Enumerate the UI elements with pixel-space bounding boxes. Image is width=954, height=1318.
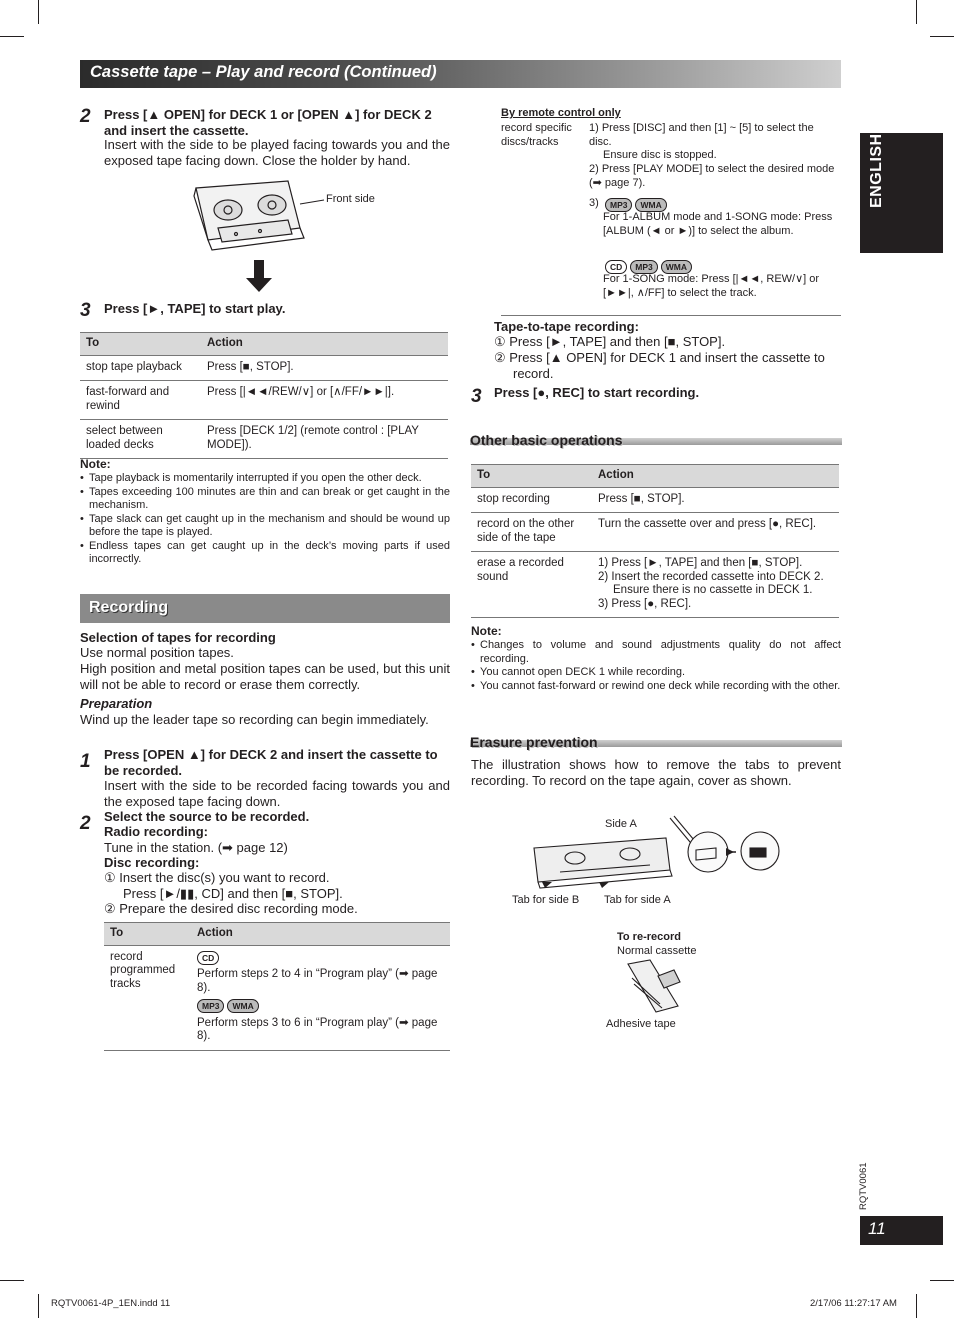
text: The illustration shows how to remove the tabs to prevent recording. To record on the tape again, cover as shown. [471, 757, 841, 788]
table-row: record on the other side of the tape Turn the cassette over and press [●, REC]. [471, 513, 839, 552]
remote-title: By remote control only [501, 107, 621, 119]
side-code: RQTV0061 [858, 1162, 869, 1210]
text: Wind up the leader tape so recording can begin immediately. [80, 712, 429, 727]
step-title: Press [►, TAPE] to start play. [104, 301, 286, 316]
step-title: Press [OPEN ▲] for DECK 2 and insert the cassette to be recorded. [104, 747, 438, 778]
table-row: stop recording Press [■, STOP]. [471, 487, 839, 513]
text: 3) [589, 197, 599, 209]
crop-mark [916, 1294, 917, 1318]
table-row: erase a recorded sound 1) Press [►, TAPE] and then [■, STOP]. 2) Insert the recorded cassette into DECK 2. Ensure there is no cassette in DECK 1. 3) Press [●, REC]. [471, 552, 839, 618]
crop-mark [0, 36, 24, 37]
tab-a-label: Tab for side A [604, 894, 671, 906]
list-item: • Tapes exceeding 100 minutes are thin and can break or get caught in the mechanism. [80, 486, 450, 513]
step-number: 3 [80, 300, 91, 321]
page-number-tab [860, 1216, 943, 1245]
table-row: select between loaded decks Press [DECK 1/2] (remote control : [PLAY MODE]). [80, 420, 448, 459]
note-title: Note: [471, 624, 502, 638]
step-number: 1 [80, 751, 91, 772]
mp3-badge: MP3 [630, 260, 657, 274]
page-title: Cassette tape – Play and record (Continued) [90, 63, 437, 81]
wma-badge: WMA [635, 198, 666, 212]
sub-title: Preparation [80, 696, 153, 711]
step-number: 2 [80, 813, 91, 834]
sub-title: Tape-to-tape recording: [494, 319, 639, 334]
mp3-badge: MP3 [605, 198, 632, 212]
sub-title: Radio recording: [104, 824, 209, 839]
list-item: • You cannot open DECK 1 while recording. [471, 666, 841, 680]
table-header: Action [201, 333, 448, 356]
list-item: • Changes to volume and sound adjustments quality do not affect recording. [471, 639, 841, 666]
side-a-label: Side A [605, 818, 637, 830]
erasure-tab-illustration [520, 808, 790, 898]
text: Ensure disc is stopped. [603, 149, 717, 161]
text: ① Press [►, TAPE] and then [■, STOP]. [494, 334, 726, 349]
step-number: 3 [471, 386, 482, 407]
crop-mark [930, 1280, 954, 1281]
text: 1) Press [DISC] and then [1] ~ [5] to select the disc. [589, 122, 814, 148]
note-list [80, 472, 450, 567]
adhesive-label: Adhesive tape [606, 1018, 676, 1030]
table-header: To [471, 465, 592, 488]
text: ② Prepare the desired disc recording mode. [104, 901, 358, 916]
step-title: Press [▲ OPEN] for DECK 1 or [OPEN ▲] for DECK 2 and insert the cassette. [104, 107, 432, 138]
wma-badge: WMA [661, 260, 692, 274]
step-title: Select the source to be recorded. [104, 809, 310, 824]
disc-recording-table [104, 922, 450, 1051]
text: Normal cassette [617, 945, 697, 957]
cd-badge: CD [197, 951, 219, 965]
text: 1) Press [►, TAPE] and then [■, STOP]. [598, 557, 803, 569]
table-row: record programmed tracks CD Perform steps 2 to 4 in “Program play” (➡ page 8). MP3 WMA Perform steps 3 to 6 in “Program play” (➡ page 8). [104, 945, 450, 1050]
text: ① Insert the disc(s) you want to record. [104, 870, 330, 885]
recording-action-table [471, 464, 839, 618]
text: ② Press [▲ OPEN] for DECK 1 and insert the cassette to record. [494, 350, 825, 381]
list-item: • Tape slack can get caught up in the mechanism and should be wound up before the tape is played. [80, 513, 450, 540]
adhesive-tape-illustration [620, 958, 682, 1016]
table-header: Action [592, 465, 839, 488]
text: Perform steps 3 to 6 in “Program play” (➡ page 8). [197, 1016, 438, 1042]
table-header: To [80, 333, 201, 356]
text: For 1-ALBUM mode and 1-SONG mode: Press [ALBUM (◄ or ►)] to select the album. [603, 211, 833, 237]
list-item: • Endless tapes can get caught up in the deck’s moving parts if used incorrectly. [80, 540, 450, 567]
rerecord-title: To re-record [617, 931, 681, 943]
text: 2) Press [PLAY MODE] to select the desired mode (➡ page 7). [589, 163, 835, 189]
language-tab: ENGLISH [860, 133, 943, 253]
playback-action-table [80, 332, 448, 459]
step-body: Insert with the side to be played facing towards you and the exposed tape facing down. Close the holder by hand. [104, 137, 450, 168]
crop-mark [916, 0, 917, 24]
mp3-badge: MP3 [197, 999, 224, 1013]
table-header: Action [191, 923, 450, 946]
table-row: stop tape playback Press [■, STOP]. [80, 355, 448, 381]
step-body: Insert with the side to be recorded facing towards you and the exposed tape facing down. [104, 778, 450, 809]
footer-file: RQTV0061-4P_1EN.indd 11 [51, 1298, 171, 1309]
tab-b-label: Tab for side B [512, 894, 580, 906]
text: High position and metal position tapes can be used, but this unit will not be able to record or erase them correctly. [80, 661, 450, 692]
crop-mark [38, 0, 39, 24]
note-title: Note: [80, 457, 111, 471]
text: Use normal position tapes. [80, 645, 234, 660]
cd-badge: CD [605, 260, 627, 274]
footer-timestamp: 2/17/06 11:27:17 AM [810, 1298, 897, 1309]
step-number: 2 [80, 106, 91, 127]
header-bar [80, 60, 841, 88]
crop-mark [0, 1280, 24, 1281]
down-arrow-icon [246, 260, 272, 292]
cassette-insert-illustration [188, 178, 328, 293]
crop-mark [930, 36, 954, 37]
wma-badge: WMA [227, 999, 258, 1013]
list-item: • You cannot fast-forward or rewind one deck while recording with the other. [471, 680, 841, 694]
section-header: Other basic operations [470, 432, 623, 448]
sub-title: Disc recording: [104, 855, 200, 870]
text: Tune in the station. (➡ page 12) [104, 840, 288, 855]
right-arrow-icon [726, 848, 734, 856]
list-item: • Tape playback is momentarily interrupted if you open the other deck. [80, 472, 450, 486]
divider [501, 315, 841, 316]
section-header: Recording [80, 594, 450, 623]
table-row: fast-forward and rewind Press [|◄◄/REW/∨] or [∧/FF/►►|]. [80, 381, 448, 420]
text: Perform steps 2 to 4 in “Program play” (➡ page 8). [197, 968, 438, 994]
table-header: To [104, 923, 191, 946]
note-list [471, 639, 841, 693]
step-title: Press [●, REC] to start recording. [494, 385, 700, 400]
text: 3) Press [●, REC]. [598, 597, 692, 610]
text: 2) Insert the recorded cassette into DECK 2. Ensure there is no cassette in DECK 1. [598, 570, 824, 596]
page-number: 11 [868, 1219, 886, 1238]
text: Press [►/▮▮, CD] and then [■, STOP]. [123, 886, 343, 901]
text: For 1-SONG mode: Press [|◄◄, REW/∨] or [►►|, ∧/FF] to select the track. [603, 273, 820, 299]
crop-mark [38, 1294, 39, 1318]
front-side-label: Front side [326, 193, 375, 205]
sub-title: Selection of tapes for recording [80, 630, 276, 645]
text: record specific discs/tracks [501, 122, 572, 148]
section-header: Erasure prevention [470, 734, 598, 750]
